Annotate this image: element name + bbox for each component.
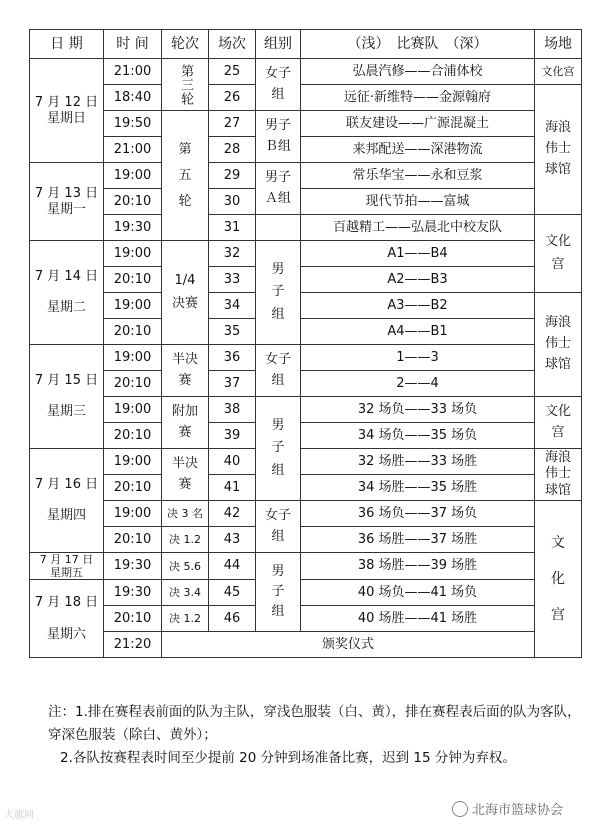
round-cell xyxy=(162,241,209,345)
header-round: 轮次 xyxy=(162,30,209,59)
venue-cell xyxy=(535,449,582,501)
table-row xyxy=(30,293,582,319)
date-label: 7 月 17 日 xyxy=(39,553,94,566)
table-row xyxy=(30,397,582,423)
weekday-label: 星期四 xyxy=(46,508,86,524)
match-cell: 40 xyxy=(209,449,256,475)
date-cell xyxy=(30,449,104,553)
match-cell: 45 xyxy=(209,580,256,606)
round-cell xyxy=(162,449,209,501)
teams-cell: 32 场胜——33 场胜 xyxy=(301,449,535,475)
match-cell: 26 xyxy=(209,85,256,111)
group-label: 女子组 xyxy=(264,65,291,102)
table-row xyxy=(30,345,582,371)
note-1: 注：1.排在赛程表前面的队为主队，穿浅色服装（白、黄），排在赛程表后面的队为客队，穿深色服装（除白、黄外）； xyxy=(48,704,581,743)
venue-label: 文化宫 xyxy=(544,403,571,440)
notes xyxy=(48,701,588,770)
teams-cell: 36 场负——37 场负 xyxy=(301,501,535,527)
round-cell xyxy=(162,397,209,449)
group-cell xyxy=(256,397,301,501)
match-cell: 39 xyxy=(209,423,256,449)
weekday-label: 星期二 xyxy=(46,300,86,316)
date-cell xyxy=(30,241,104,345)
table-row xyxy=(30,371,582,397)
match-cell: 43 xyxy=(209,527,256,553)
teams-cell: 34 场负——35 场负 xyxy=(301,423,535,449)
time-cell: 20:10 xyxy=(104,423,162,449)
group-cell xyxy=(256,553,301,632)
time-cell: 19:00 xyxy=(104,293,162,319)
venue-label: 文化宫 xyxy=(544,234,571,272)
match-cell: 30 xyxy=(209,189,256,215)
weekday-label: 星期五 xyxy=(50,566,83,580)
time-cell: 20:10 xyxy=(104,606,162,632)
venue-label: 海浪伟士球馆 xyxy=(544,315,571,372)
match-cell: 29 xyxy=(209,163,256,189)
match-cell: 44 xyxy=(209,553,256,580)
table-row xyxy=(30,527,582,553)
time-cell: 20:10 xyxy=(104,189,162,215)
watermark-right xyxy=(452,799,563,818)
weekday-label: 星期日 xyxy=(46,110,86,126)
teams-cell: 36 场胜——37 场胜 xyxy=(301,527,535,553)
teams-cell: 1——3 xyxy=(301,345,535,371)
match-cell: 37 xyxy=(209,371,256,397)
date-cell xyxy=(30,580,104,658)
group-label: 男子组 xyxy=(271,418,285,478)
match-cell: 36 xyxy=(209,345,256,371)
match-cell: 41 xyxy=(209,475,256,501)
match-cell: 46 xyxy=(209,606,256,632)
schedule-table xyxy=(29,29,582,658)
venue-cell xyxy=(535,85,582,215)
date-label: 7 月 18 日 xyxy=(34,595,99,611)
round-cell xyxy=(162,111,209,241)
date-label: 7 月 12 日 xyxy=(34,94,99,110)
table-row xyxy=(30,475,582,501)
time-cell: 21:20 xyxy=(104,632,162,658)
round-cell xyxy=(162,345,209,397)
time-cell: 19:00 xyxy=(104,449,162,475)
match-cell: 42 xyxy=(209,501,256,527)
header-date: 日 期 xyxy=(30,30,104,59)
round-label: 半决赛 xyxy=(171,351,198,388)
venue-cell xyxy=(535,501,582,658)
date-label: 7 月 13 日 xyxy=(34,185,99,201)
time-cell: 21:00 xyxy=(104,137,162,163)
teams-cell: 百越精工——弘晨北中校友队 xyxy=(301,215,535,241)
match-cell: 31 xyxy=(209,215,256,241)
date-cell xyxy=(30,59,104,163)
teams-cell: 40 场负——41 场负 xyxy=(301,580,535,606)
group-cell xyxy=(256,345,301,397)
teams-cell: 38 场胜——39 场胜 xyxy=(301,553,535,580)
group-label: 男子组 xyxy=(271,262,285,322)
match-cell: 34 xyxy=(209,293,256,319)
table-row xyxy=(30,423,582,449)
venue-cell xyxy=(535,293,582,397)
match-cell: 38 xyxy=(209,397,256,423)
date-cell xyxy=(30,553,104,580)
time-cell: 19:50 xyxy=(104,111,162,137)
table-row xyxy=(30,163,582,189)
table-row xyxy=(30,501,582,527)
round-label: 附加赛 xyxy=(171,403,198,440)
round-label: 半决赛 xyxy=(171,455,198,492)
round-cell: 决 3 名 xyxy=(162,501,209,527)
date-label: 7 月 16 日 xyxy=(34,477,99,493)
time-cell: 19:00 xyxy=(104,345,162,371)
venue-cell xyxy=(535,397,582,449)
table-row xyxy=(30,606,582,632)
group-label: 男子Ｂ组 xyxy=(264,117,291,154)
group-label: 男子Ａ组 xyxy=(264,169,291,206)
table-row xyxy=(30,319,582,345)
watermark-right-label: 北海市篮球协会 xyxy=(472,803,564,818)
group-label: 女子组 xyxy=(264,507,291,544)
header-row xyxy=(30,30,582,59)
table-row xyxy=(30,137,582,163)
date-cell xyxy=(30,345,104,449)
time-cell: 19:30 xyxy=(104,553,162,580)
group-label: 女子组 xyxy=(264,351,291,388)
time-cell: 21:00 xyxy=(104,59,162,85)
group-cell xyxy=(256,111,301,163)
date-cell xyxy=(30,163,104,241)
watermark-left: 大旗网 xyxy=(4,810,34,821)
time-cell: 19:30 xyxy=(104,215,162,241)
venue-label: 海浪伟士球馆 xyxy=(544,120,571,177)
match-cell: 25 xyxy=(209,59,256,85)
header-venue: 场地 xyxy=(535,30,582,59)
time-cell: 19:00 xyxy=(104,241,162,267)
teams-cell: A4——B1 xyxy=(301,319,535,345)
time-cell: 19:00 xyxy=(104,397,162,423)
weekday-label: 星期六 xyxy=(46,626,86,642)
round-label: 第五轮 xyxy=(178,141,192,209)
table-row xyxy=(30,215,582,241)
round-cell: 决 1.2 xyxy=(162,527,209,553)
table-row xyxy=(30,580,582,606)
group-cell xyxy=(256,163,301,215)
venue-cell xyxy=(535,215,582,293)
round-cell: 决 1.2 xyxy=(162,606,209,632)
round-cell: 第三轮 xyxy=(162,59,209,111)
header-group: 组别 xyxy=(256,30,301,59)
group-cell xyxy=(256,241,301,345)
teams-cell: 来邦配送——深港物流 xyxy=(301,137,535,163)
match-cell: 35 xyxy=(209,319,256,345)
header-time: 时 间 xyxy=(104,30,162,59)
header-match: 场次 xyxy=(209,30,256,59)
table-row xyxy=(30,632,582,658)
teams-cell: 联友建设——广源混凝土 xyxy=(301,111,535,137)
teams-cell: 34 场胜——35 场胜 xyxy=(301,475,535,501)
venue-label: 文化宫 xyxy=(551,534,565,624)
time-cell: 19:00 xyxy=(104,163,162,189)
round-cell: 决 5.6 xyxy=(162,553,209,580)
time-cell: 20:10 xyxy=(104,319,162,345)
match-cell: 33 xyxy=(209,267,256,293)
table-row xyxy=(30,85,582,111)
time-cell: 19:00 xyxy=(104,501,162,527)
teams-cell: 弘晨汽修——合浦体校 xyxy=(301,59,535,85)
table-row xyxy=(30,189,582,215)
time-cell: 18:40 xyxy=(104,85,162,111)
match-cell: 32 xyxy=(209,241,256,267)
teams-cell: A3——B2 xyxy=(301,293,535,319)
teams-cell: 现代节拍——富城 xyxy=(301,189,535,215)
group-cell xyxy=(256,215,301,241)
teams-cell: A2——B3 xyxy=(301,267,535,293)
wechat-icon xyxy=(452,801,468,817)
match-cell: 28 xyxy=(209,137,256,163)
time-cell: 20:10 xyxy=(104,267,162,293)
time-cell: 20:10 xyxy=(104,475,162,501)
match-cell: 27 xyxy=(209,111,256,137)
table-row xyxy=(30,111,582,137)
teams-cell: 2——4 xyxy=(301,371,535,397)
group-cell xyxy=(256,59,301,111)
round-label: 1/4 决赛 xyxy=(171,273,198,311)
table-row xyxy=(30,241,582,267)
group-cell xyxy=(256,501,301,553)
weekday-label: 星期三 xyxy=(46,404,86,420)
teams-cell: 远征·新维特——金源翰府 xyxy=(301,85,535,111)
ceremony-cell: 颁奖仪式 xyxy=(162,632,535,658)
date-label: 7 月 14 日 xyxy=(34,269,99,285)
venue-label: 海浪伟士球馆 xyxy=(544,450,571,498)
date-label: 7 月 15 日 xyxy=(34,373,99,389)
time-cell: 20:10 xyxy=(104,527,162,553)
round-cell: 决 3.4 xyxy=(162,580,209,606)
table-row xyxy=(30,553,582,580)
note-2: 2.各队按赛程表时间至少提前 20 分钟到场准备比赛，迟到 15 分钟为弃权。 xyxy=(60,750,516,766)
teams-cell: 常乐华宝——永和豆浆 xyxy=(301,163,535,189)
weekday-label: 星期一 xyxy=(46,201,86,217)
time-cell: 19:30 xyxy=(104,580,162,606)
table-row xyxy=(30,267,582,293)
group-label: 男子组 xyxy=(271,563,285,620)
table-row xyxy=(30,59,582,85)
time-cell: 20:10 xyxy=(104,371,162,397)
header-teams: （浅） 比赛队 （深） xyxy=(301,30,535,59)
teams-cell: A1——B4 xyxy=(301,241,535,267)
venue-cell: 文化宫 xyxy=(535,59,582,85)
teams-cell: 32 场负——33 场负 xyxy=(301,397,535,423)
table-row xyxy=(30,449,582,475)
teams-cell: 40 场胜——41 场胜 xyxy=(301,606,535,632)
